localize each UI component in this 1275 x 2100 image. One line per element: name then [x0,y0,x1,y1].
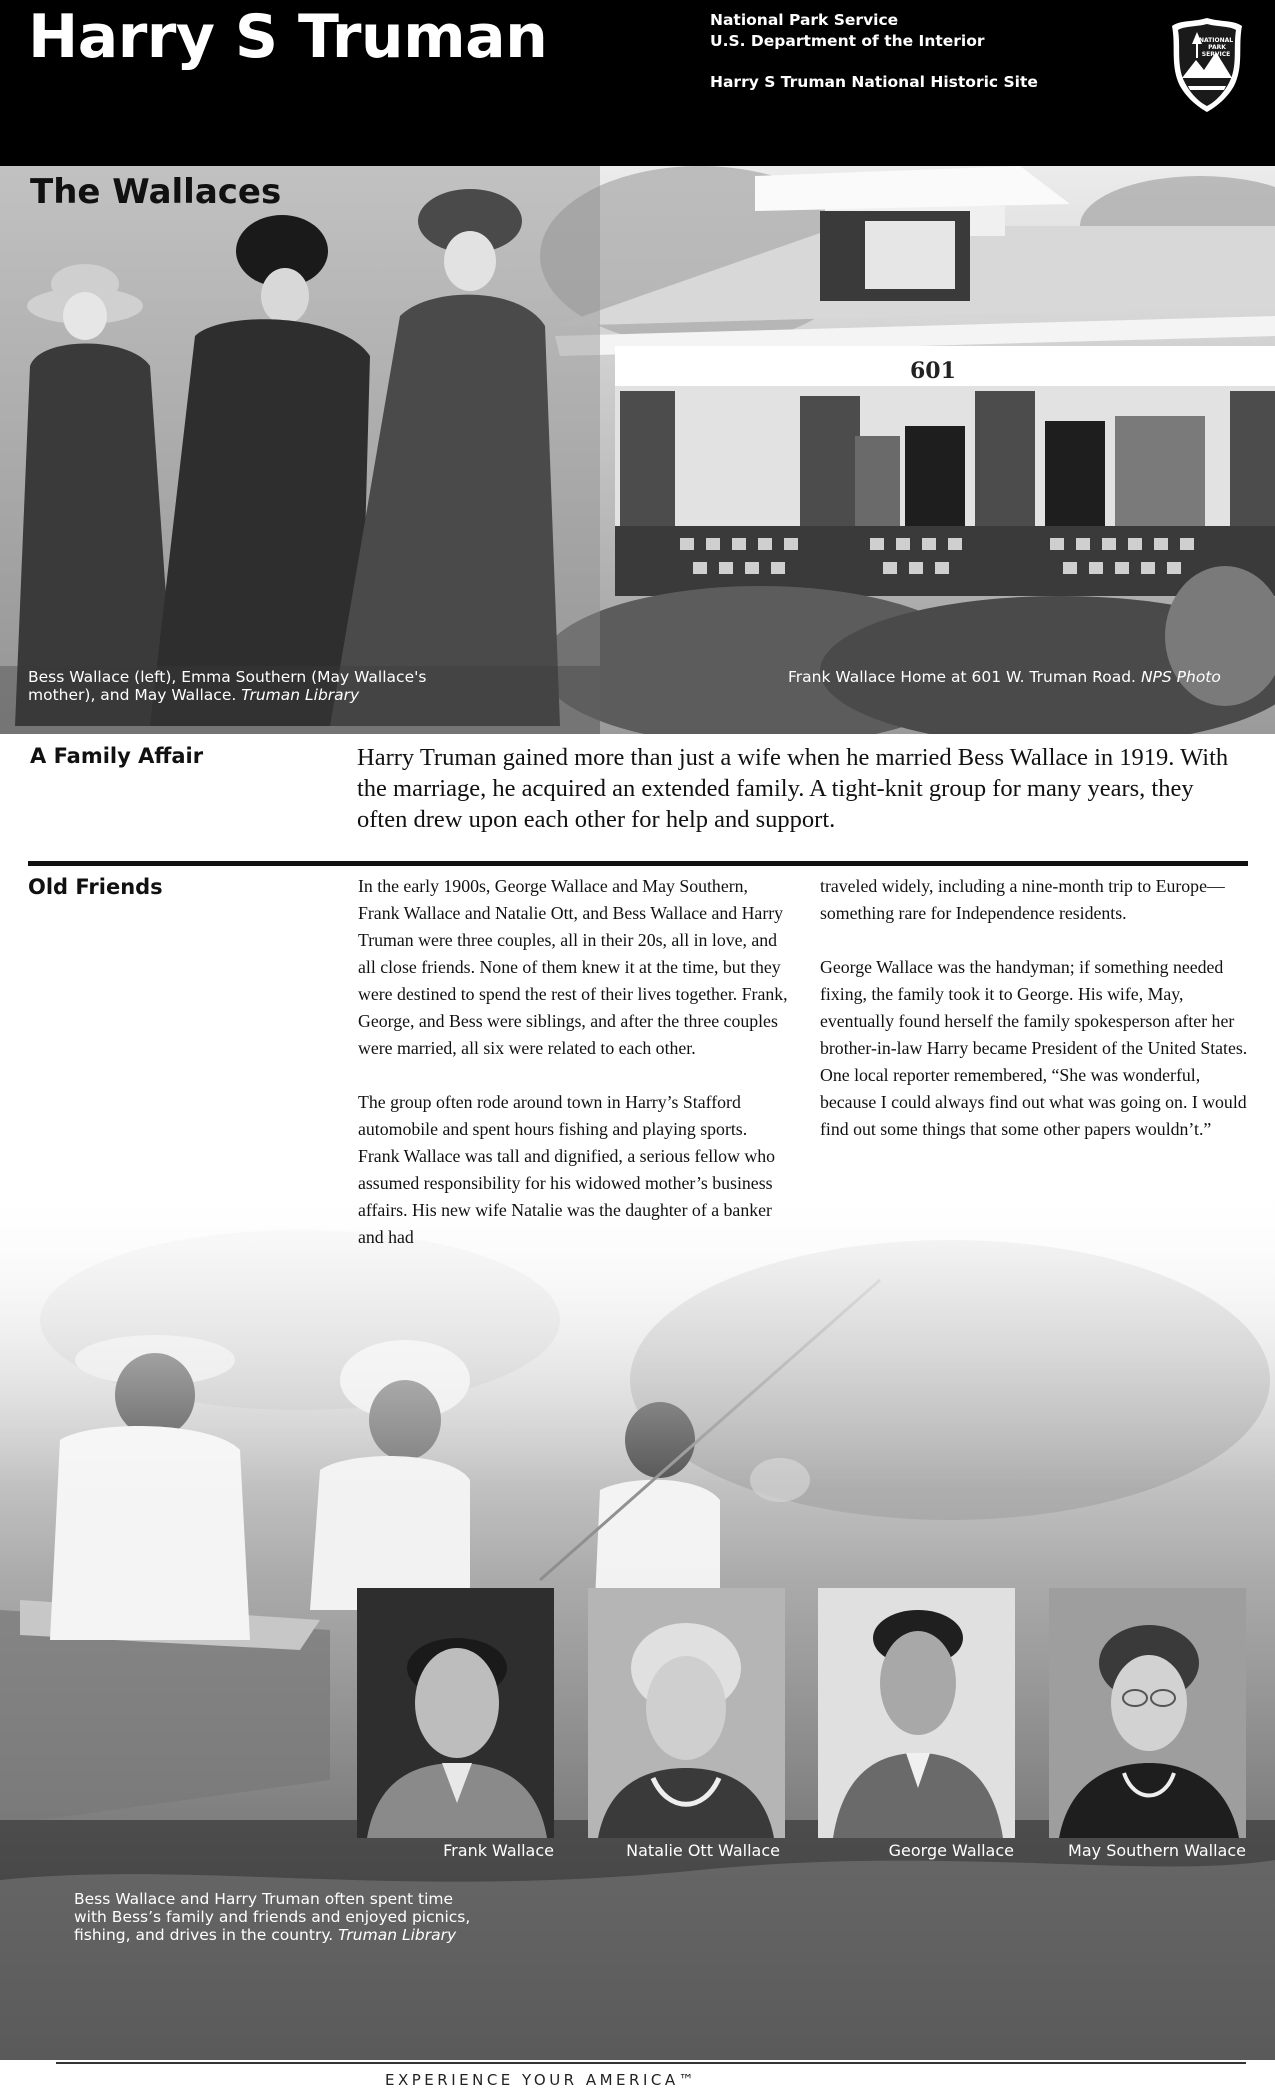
footer-rule [56,2062,1246,2064]
footer-tagline: EXPERIENCE YOUR AMERICA™ [385,2071,698,2089]
header-bar [0,0,1275,166]
portrait-label-natalie: Natalie Ott Wallace [626,1841,780,1860]
boat-photo-caption-text: Bess Wallace and Harry Truman often spent time with Bess’s family and friends and enjoyed picnics, fishing, and drives in the country. [74,1890,471,1944]
hero-caption-left-credit: Truman Library [241,686,360,704]
old-friends-heading: Old Friends [28,875,163,899]
portrait-label-may: May Southern Wallace [1068,1841,1246,1860]
col2-paragraph-1: traveled widely, including a nine-month trip to Europe—something rare for Independence residents. [820,876,1225,923]
portrait-may-southern-wallace [1049,1588,1246,1838]
hero-caption-right-credit: NPS Photo [1140,668,1221,686]
svg-text:SERVICE: SERVICE [1201,51,1231,58]
portrait-may-southern-wallace-art [1049,1588,1246,1838]
portrait-george-wallace [818,1588,1015,1838]
portrait-george-wallace-art [818,1588,1015,1838]
hero-caption-right-text: Frank Wallace Home at 601 W. Truman Road. [788,668,1136,686]
family-affair-heading: A Family Affair [30,744,204,768]
house-number: 601 [910,358,956,384]
portrait-natalie-ott-wallace-art [588,1588,785,1838]
page-title: Harry S Truman [28,2,548,72]
agency-block [710,10,1038,93]
text-column-2 [820,873,1252,1143]
portrait-natalie-ott-wallace [588,1588,785,1838]
portrait-label-frank: Frank Wallace [443,1841,554,1860]
section-divider [28,861,1248,866]
portrait-frank-wallace-art [357,1588,554,1838]
svg-text:PARK: PARK [1208,44,1226,51]
text-column-1 [358,873,788,1251]
portrait-label-george: George Wallace [888,1841,1014,1860]
boat-photo-caption [74,1890,474,1944]
col1-paragraph-1: In the early 1900s, George Wallace and May Southern, Frank Wallace and Natalie Ott, and Bess Wallace and Harry Truman were three couples, all in their 20s, all in love, and all close friends. None of them knew it at the time, but they were destined to spend the rest of their lives together. Frank, George, and Bess were siblings, and after the three couples were married, all six were related to each other. [358,876,788,1058]
agency-line-1: National Park Service [710,11,899,29]
portrait-frank-wallace [357,1588,554,1838]
boat-photo-caption-credit: Truman Library [338,1926,457,1944]
family-affair-text: Harry Truman gained more than just a wife when he married Bess Wallace in 1919. With the marriage, he acquired an extended family. A tight-knit group for many years, they often drew upon each other for help and support. [357,744,1229,833]
hero-photo [0,166,1275,734]
wallace-women-and-house-photo [0,166,1275,734]
nps-arrowhead-logo [1168,16,1246,114]
hero-caption-left [28,668,448,704]
hero-caption-left-text: Bess Wallace (left), Emma Southern (May Wallace's mother), and May Wallace. [28,668,427,704]
svg-text:NATIONAL: NATIONAL [1198,37,1234,44]
section-title-wallaces: The Wallaces [30,172,282,212]
site-name: Harry S Truman National Historic Site [710,73,1038,91]
col2-paragraph-2: George Wallace was the handyman; if something needed fixing, the family took it to George. His wife, May, eventually found herself the family spokesperson after her brother-in-law Harry became President of the United States. One local reporter remembered, “She was wonderful, because I could always find out what was going on. I would find out some things that some other papers wouldn’t.” [820,957,1248,1139]
col1-paragraph-2: The group often rode around town in Harry’s Stafford automobile and spent hours fishing and playing sports. Frank Wallace was tall and dignified, a serious fellow who assumed responsibility for his widowed mother’s business affairs. His new wife Natalie was the daughter of a banker and had [358,1092,775,1247]
agency-line-2: U.S. Department of the Interior [710,32,985,50]
hero-caption-right [788,668,1248,686]
